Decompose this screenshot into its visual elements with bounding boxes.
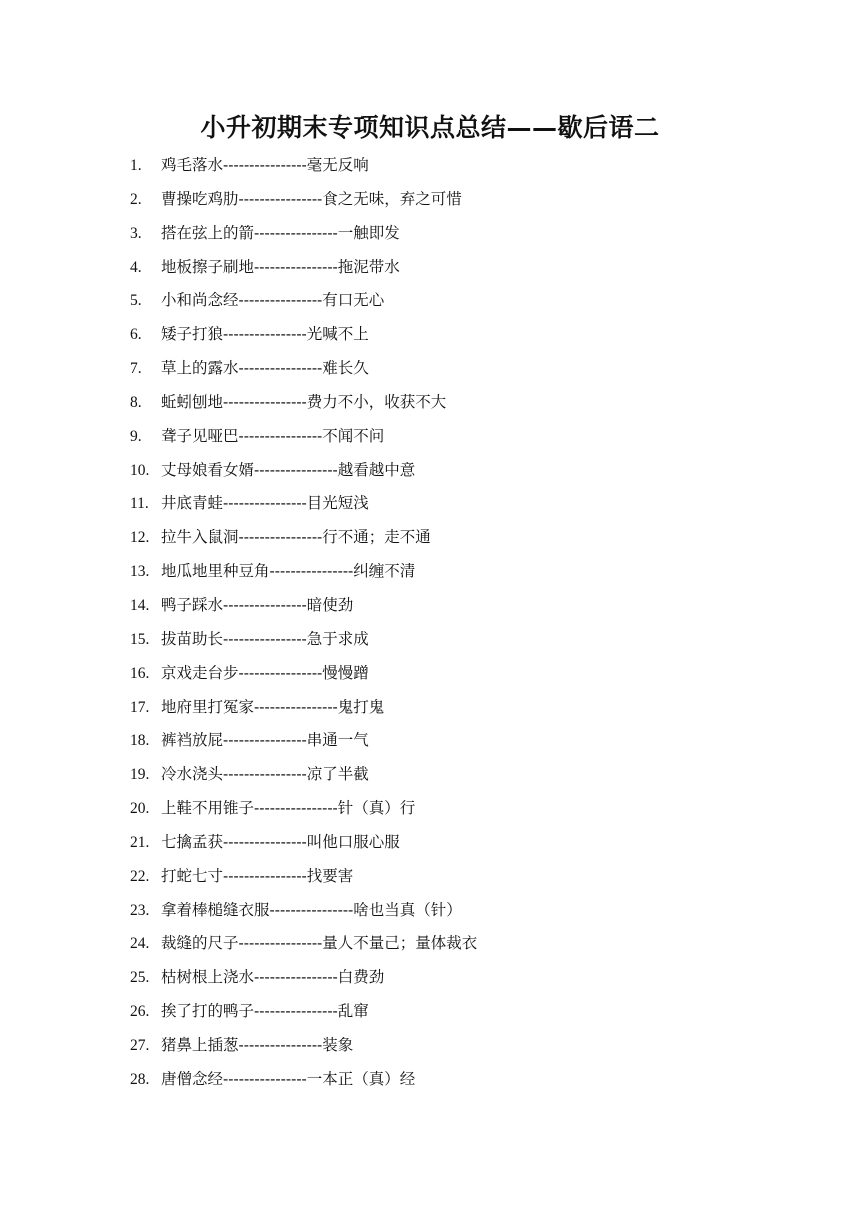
item-phrase: 上鞋不用锥子----------------针（真）行 xyxy=(161,799,416,818)
item-phrase: 矮子打狼----------------光喊不上 xyxy=(161,325,369,344)
item-number: 17. xyxy=(130,698,150,716)
item-phrase: 京戏走台步----------------慢慢蹭 xyxy=(161,663,369,682)
list-item xyxy=(130,657,477,691)
item-phrase: 拿着棒槌缝衣服----------------啥也当真（针） xyxy=(161,900,462,919)
item-phrase: 拉牛入鼠洞----------------行不通；走不通 xyxy=(161,528,431,547)
item-phrase: 拔苗助长----------------急于求成 xyxy=(161,629,369,648)
list-item xyxy=(130,995,477,1029)
item-number: 9. xyxy=(130,427,142,445)
item-phrase: 地板擦子刷地----------------拖泥带水 xyxy=(161,257,400,276)
list-item xyxy=(130,149,477,183)
item-phrase: 丈母娘看女婿----------------越看越中意 xyxy=(161,460,416,479)
item-number: 18. xyxy=(130,732,150,750)
list-item xyxy=(130,183,477,217)
item-number: 14. xyxy=(130,596,150,614)
item-phrase: 鸡毛落水----------------毫无反响 xyxy=(161,156,369,174)
item-phrase: 裤裆放屁----------------串通一气 xyxy=(161,731,369,750)
item-number: 7. xyxy=(130,360,142,378)
item-number: 23. xyxy=(130,901,150,919)
item-phrase: 蚯蚓刨地----------------费力不小，收获不大 xyxy=(161,392,447,411)
item-number: 26. xyxy=(130,1003,150,1021)
list-item xyxy=(130,420,477,454)
list-item xyxy=(130,487,477,521)
item-phrase: 草上的露水----------------难长久 xyxy=(161,359,369,378)
page-title: 小升初期末专项知识点总结——歇后语二 xyxy=(200,113,660,142)
list-item xyxy=(130,826,477,860)
item-number: 27. xyxy=(130,1036,150,1054)
list-item xyxy=(130,927,477,961)
item-number: 22. xyxy=(130,867,150,885)
item-phrase: 枯树根上浇水----------------白费劲 xyxy=(161,968,385,987)
item-phrase: 唐僧念经----------------一本正（真）经 xyxy=(161,1069,416,1088)
list-item xyxy=(130,1029,477,1063)
item-number: 11. xyxy=(130,495,149,513)
xiehouyu-list xyxy=(130,149,477,1097)
list-item xyxy=(130,792,477,826)
item-phrase: 挨了打的鸭子----------------乱窜 xyxy=(161,1002,369,1021)
list-item xyxy=(130,724,477,758)
item-number: 3. xyxy=(130,224,142,242)
list-item xyxy=(130,454,477,488)
list-item xyxy=(130,860,477,894)
list-item xyxy=(130,623,477,657)
item-number: 28. xyxy=(130,1070,150,1088)
list-item xyxy=(130,521,477,555)
list-item xyxy=(130,961,477,995)
item-phrase: 地府里打冤家----------------鬼打鬼 xyxy=(161,697,385,716)
item-phrase: 小和尚念经----------------有口无心 xyxy=(161,291,385,310)
item-number: 24. xyxy=(130,935,150,953)
list-item xyxy=(130,894,477,928)
list-item xyxy=(130,589,477,623)
item-number: 25. xyxy=(130,969,150,987)
item-number: 19. xyxy=(130,766,150,784)
item-number: 6. xyxy=(130,326,142,344)
item-number: 4. xyxy=(130,258,142,276)
list-item xyxy=(130,758,477,792)
item-number: 21. xyxy=(130,833,150,851)
item-number: 20. xyxy=(130,800,150,818)
list-item xyxy=(130,251,477,285)
item-phrase: 七擒孟获----------------叫他口服心服 xyxy=(161,832,400,851)
item-number: 1. xyxy=(130,157,142,174)
item-phrase: 猪鼻上插葱----------------装象 xyxy=(161,1035,354,1054)
list-item xyxy=(130,217,477,251)
list-item xyxy=(130,555,477,589)
item-phrase: 聋子见哑巴----------------不闻不问 xyxy=(161,426,385,445)
item-number: 2. xyxy=(130,190,142,208)
item-number: 8. xyxy=(130,393,142,411)
item-number: 5. xyxy=(130,292,142,310)
item-phrase: 地瓜地里种豆角----------------纠缠不清 xyxy=(161,562,416,581)
item-phrase: 裁缝的尺子----------------量人不量己；量体裁衣 xyxy=(161,934,478,953)
item-number: 15. xyxy=(130,630,150,648)
item-phrase: 鸭子踩水----------------暗使劲 xyxy=(161,595,354,614)
item-phrase: 冷水浇头----------------凉了半截 xyxy=(161,765,369,784)
item-phrase: 搭在弦上的箭----------------一触即发 xyxy=(161,223,400,242)
item-phrase: 井底青蛙----------------目光短浅 xyxy=(161,494,369,513)
item-number: 16. xyxy=(130,664,150,682)
list-item xyxy=(130,386,477,420)
list-item xyxy=(130,691,477,725)
item-phrase: 打蛇七寸----------------找要害 xyxy=(161,866,354,885)
item-number: 10. xyxy=(130,461,150,479)
item-number: 13. xyxy=(130,563,150,581)
list-item xyxy=(130,318,477,352)
item-number: 12. xyxy=(130,529,150,547)
list-item xyxy=(130,1063,477,1097)
list-item xyxy=(130,352,477,386)
list-item xyxy=(130,284,477,318)
item-phrase: 曹操吃鸡肋----------------食之无味，弃之可惜 xyxy=(161,189,462,208)
